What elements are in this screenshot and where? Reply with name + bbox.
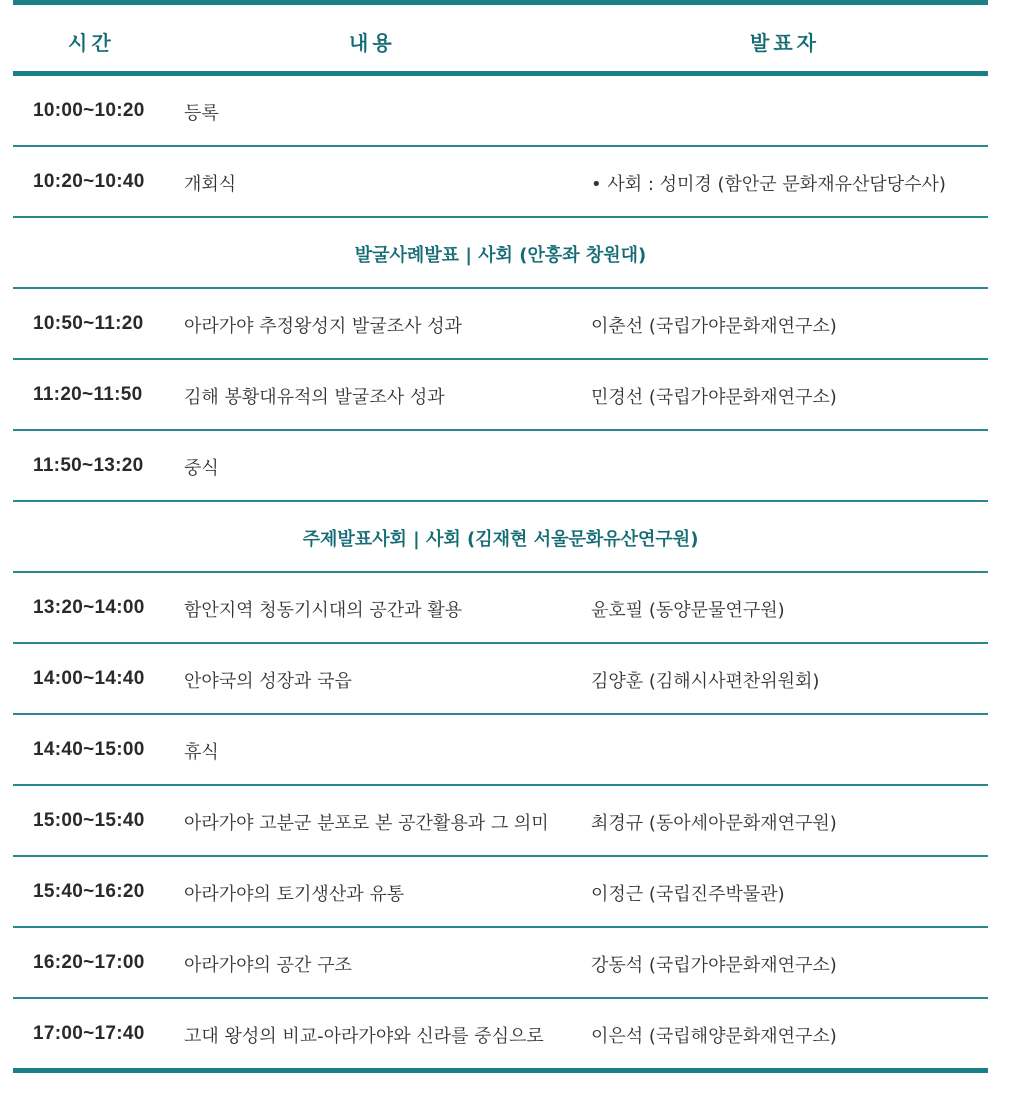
- row-time: 11:20~11:50: [33, 384, 143, 405]
- row-content: 중식: [184, 458, 219, 479]
- table-row: [13, 431, 988, 500]
- row-time: 13:20~14:00: [33, 597, 145, 618]
- table-row: [13, 289, 988, 358]
- row-speaker: • 사회 : 성미경 (함안군 문화재유산담당수사): [591, 174, 946, 195]
- row-content: 휴식: [184, 742, 219, 763]
- row-speaker: 이정근 (국립진주박물관): [591, 884, 785, 905]
- table-row: [13, 360, 988, 429]
- section-heading: [13, 218, 988, 287]
- row-content: 아라가야 고분군 분포로 본 공간활용과 그 의미: [184, 813, 549, 834]
- table-row: [13, 786, 988, 855]
- schedule-table: [13, 0, 988, 1073]
- row-content: 등록: [184, 103, 219, 124]
- table-header: [13, 5, 988, 71]
- table-row: [13, 573, 988, 642]
- table-row: [13, 857, 988, 926]
- section-heading: [13, 502, 988, 571]
- row-time: 16:20~17:00: [33, 952, 145, 973]
- row-time: 10:00~10:20: [33, 100, 145, 121]
- row-speaker: 민경선 (국립가야문화재연구소): [591, 387, 837, 408]
- row-speaker: 이춘선 (국립가야문화재연구소): [591, 316, 837, 337]
- row-content: 김해 봉황대유적의 발굴조사 성과: [184, 387, 445, 408]
- row-content: 안야국의 성장과 국읍: [184, 671, 352, 692]
- row-time: 10:50~11:20: [33, 313, 144, 334]
- row-content: 고대 왕성의 비교-아라가야와 신라를 중심으로: [184, 1026, 544, 1047]
- row-time: 15:00~15:40: [33, 810, 145, 831]
- row-speaker: 강동석 (국립가야문화재연구소): [591, 955, 837, 976]
- row-time: 17:00~17:40: [33, 1023, 145, 1044]
- section-title: 발굴사례발표 | 사회 (안홍좌 창원대): [354, 245, 647, 266]
- section-title: 주제발표사회 | 사회 (김재현 서울문화유산연구원): [302, 529, 699, 550]
- table-row: [13, 644, 988, 713]
- row-speaker: 최경규 (동아세아문화재연구원): [591, 813, 837, 834]
- header-speaker: 발표자: [750, 31, 820, 55]
- row-time: 15:40~16:20: [33, 881, 145, 902]
- row-time: 14:00~14:40: [33, 668, 145, 689]
- bottom-rule: [13, 1068, 988, 1073]
- row-time: 14:40~15:00: [33, 739, 145, 760]
- row-time: 11:50~13:20: [33, 455, 144, 476]
- row-speaker: 윤호필 (동양문물연구원): [591, 600, 785, 621]
- row-time: 10:20~10:40: [33, 171, 145, 192]
- row-content: 아라가야 추정왕성지 발굴조사 성과: [184, 316, 462, 337]
- row-content: 함안지역 청동기시대의 공간과 활용: [184, 600, 462, 621]
- row-content: 아라가야의 공간 구조: [184, 955, 352, 976]
- table-row: [13, 999, 988, 1068]
- table-row: [13, 147, 988, 216]
- row-content: 개회식: [184, 174, 237, 195]
- table-row: [13, 928, 988, 997]
- row-speaker: 이은석 (국립해양문화재연구소): [591, 1026, 837, 1047]
- table-row: [13, 715, 988, 784]
- header-content: 내용: [349, 31, 396, 55]
- row-content: 아라가야의 토기생산과 유통: [184, 884, 405, 905]
- table-row: [13, 76, 988, 145]
- header-time: 시간: [68, 31, 115, 55]
- row-speaker: 김양훈 (김해시사편찬위원회): [591, 671, 820, 692]
